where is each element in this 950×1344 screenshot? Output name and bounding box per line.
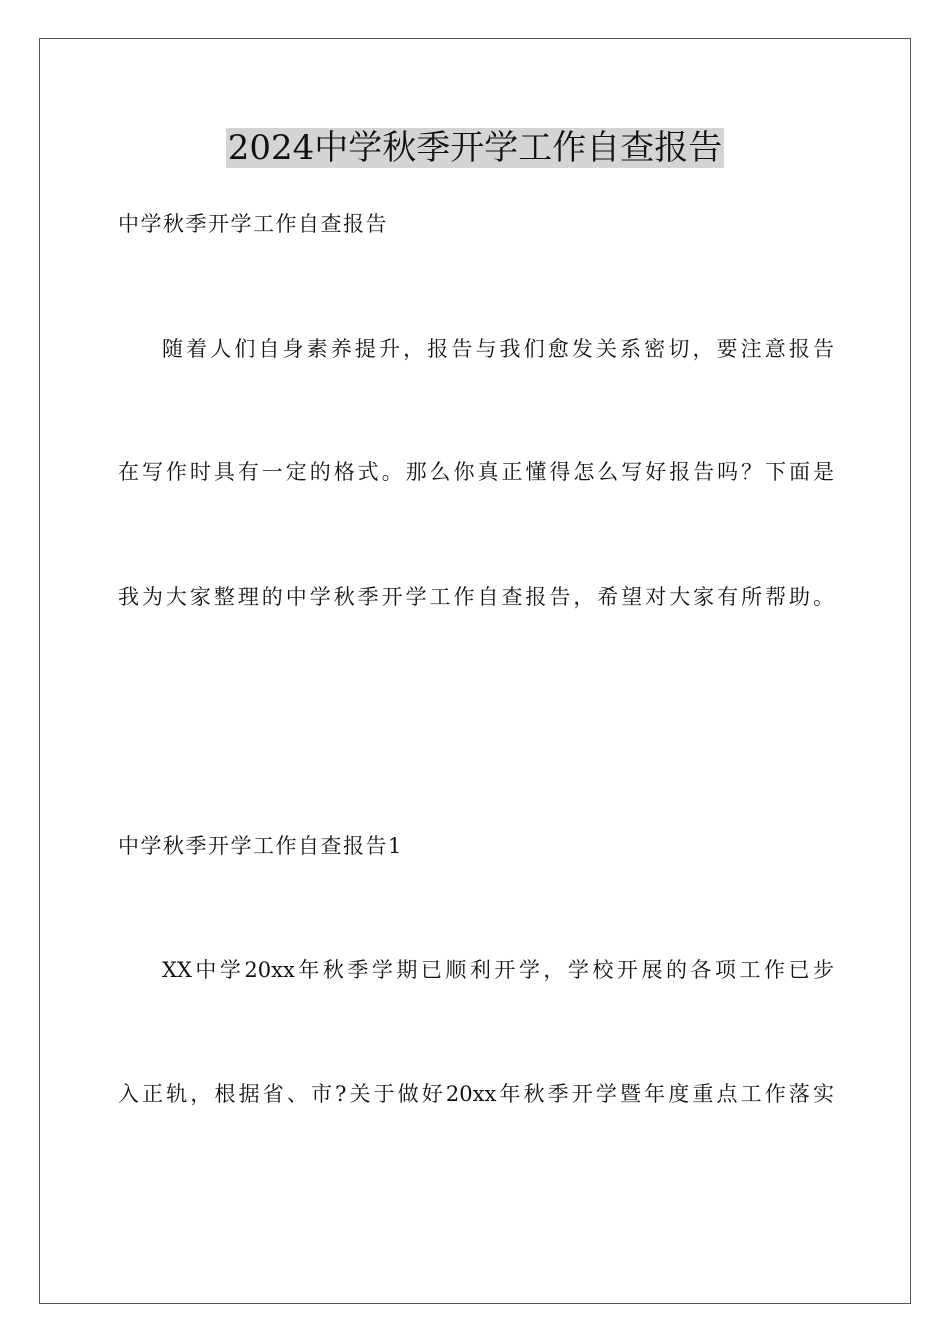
document-title-block <box>0 128 950 168</box>
section-heading: 中学秋季开学工作自查报告1 <box>118 834 403 858</box>
section-line-2: 入正轨，根据省、市?关于做好20xx年秋季开学暨年度重点工作落实 <box>118 1082 834 1106</box>
intro-line-1: 随着人们自身素养提升，报告与我们愈发关系密切，要注意报告 <box>162 337 834 361</box>
intro-line-2: 在写作时具有一定的格式。那么你真正懂得怎么写好报告吗？下面是 <box>118 460 834 484</box>
document-subtitle: 中学秋季开学工作自查报告 <box>118 212 388 236</box>
document-title: 2024中学秋季开学工作自查报告 <box>227 128 723 168</box>
intro-line-3: 我为大家整理的中学秋季开学工作自查报告，希望对大家有所帮助。 <box>118 585 834 609</box>
section-line-1: XX中学20xx年秋季学期已顺利开学，学校开展的各项工作已步 <box>162 958 834 982</box>
